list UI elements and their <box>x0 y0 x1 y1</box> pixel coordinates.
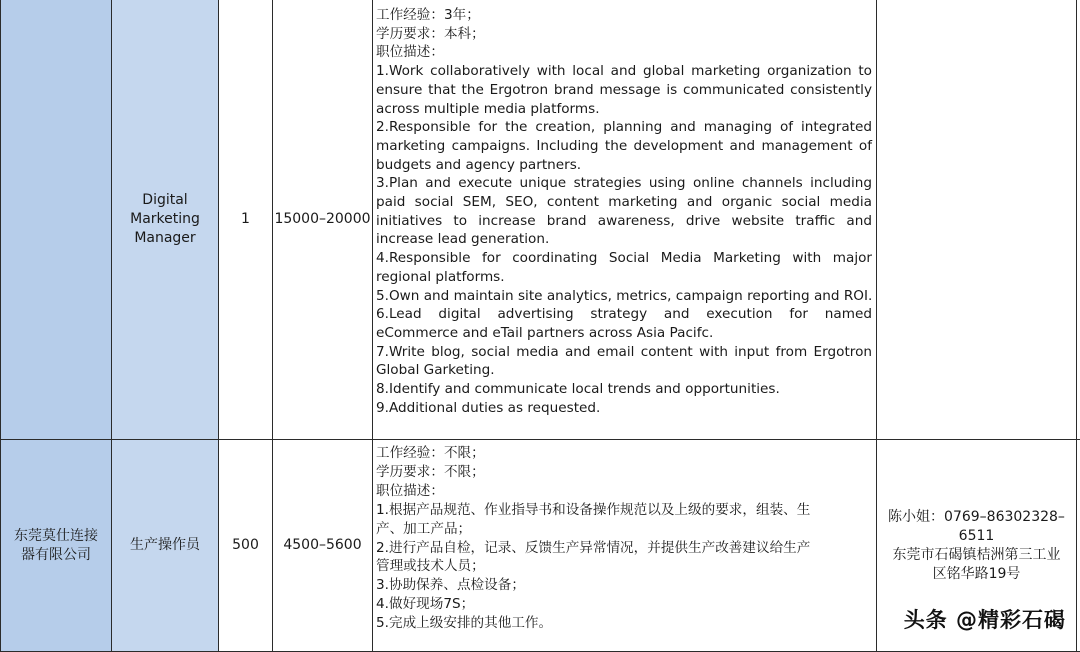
salary-value: 15000–20000 <box>274 211 371 227</box>
description-line: 工作经验：3年； <box>376 7 480 23</box>
description-line: regional platforms. <box>376 268 505 285</box>
job-title-cell-2 <box>112 440 218 651</box>
description-line: 7.Write blog, social media and email content with input from Ergotron <box>376 343 872 360</box>
salary-cell-1 <box>273 0 372 439</box>
company-cell-1 <box>1 0 111 439</box>
description-line: 管理或技术人员； <box>376 558 485 575</box>
description-line: 9.Additional duties as requested. <box>376 399 601 416</box>
description-line: 2.Responsible for the creation, planning and managing of integrated <box>376 119 872 136</box>
contact-line: 6511 <box>958 528 995 544</box>
job-title-line: Manager <box>134 230 196 246</box>
company-name-line: 器有限公司 <box>21 546 91 563</box>
description-line: increase lead generation. <box>376 231 550 248</box>
table-border <box>0 439 1080 440</box>
description-line: across multiple media platforms. <box>376 100 600 117</box>
job-title-cell-1 <box>112 0 218 439</box>
job-title-line: 生产操作员 <box>130 537 200 553</box>
description-line: paid social SEM, SEO, content marketing and organic social media <box>376 194 872 211</box>
description-line: 工作经验：不限； <box>376 445 485 461</box>
description-line: initiatives to increase brand awareness, drive website traffic and <box>376 212 872 229</box>
salary-value: 4500–5600 <box>283 537 362 553</box>
description-line: 3.协助保养、点检设备； <box>376 577 525 594</box>
headcount-value: 500 <box>232 537 259 553</box>
table-border <box>0 0 1 652</box>
description-line: 5.完成上级安排的其他工作。 <box>376 615 553 632</box>
job-title-line: Marketing <box>130 211 200 227</box>
description-cell-1 <box>373 3 876 439</box>
description-line: 4.Responsible for coordinating Social Media Marketing with major <box>376 250 872 267</box>
description-line: 学历要求：本科； <box>376 25 485 42</box>
description-line: 学历要求：不限； <box>376 463 485 480</box>
company-cell-2 <box>1 440 111 651</box>
description-line: Global Garketing. <box>376 362 495 379</box>
description-line: 8.Identify and communicate local trends and opportunities. <box>376 381 780 398</box>
description-line: marketing campaigns. Including the development and management of <box>376 137 872 154</box>
table-border <box>111 0 112 652</box>
description-line: 职位描述： <box>376 44 444 61</box>
table-border <box>272 0 273 652</box>
contact-line: 区铭华路19号 <box>932 566 1021 582</box>
job-title-line: Digital <box>142 192 188 208</box>
description-cell-2 <box>373 441 876 651</box>
description-line: 4.做好现场7S； <box>376 596 475 613</box>
description-line: 3.Plan and execute unique strategies using online channels including <box>376 175 872 192</box>
description-line: 5.Own and maintain site analytics, metrics, campaign reporting and ROI. <box>376 287 873 304</box>
description-line: 1.根据产品规范、作业指导书和设备操作规范以及上级的要求，组装、生 <box>376 501 811 518</box>
description-line: 职位描述： <box>376 482 444 499</box>
contact-line: 陈小姐：0769–86302328– <box>888 509 1065 525</box>
table-border <box>218 0 219 652</box>
table-border <box>876 0 877 652</box>
contact-cell-1 <box>877 0 1076 439</box>
description-line: eCommerce and eTail partners across Asia Pacifc. <box>376 324 714 341</box>
description-line: ensure that the Ergotron brand message is communicated consistently <box>376 81 872 98</box>
headcount-cell-1 <box>219 0 272 439</box>
description-line: 2.进行产品自检，记录、反馈生产异常情况，并提供生产改善建议给生产 <box>376 539 811 556</box>
headcount-value: 1 <box>241 211 250 227</box>
contact-line: 东莞市石碣镇桔洲第三工业 <box>892 547 1061 563</box>
description-line: 6.Lead digital advertising strategy and execution for named <box>376 306 872 323</box>
description-line: 产、加工产品； <box>376 520 472 537</box>
company-name-line: 东莞莫仕连接 <box>14 527 98 544</box>
headcount-cell-2 <box>219 440 272 651</box>
watermark-text: 头条 @精彩石碣 <box>903 608 1066 632</box>
description-line: budgets and agency partners. <box>376 156 582 173</box>
table-border <box>1076 0 1077 652</box>
salary-cell-2 <box>273 440 372 651</box>
table-border <box>372 0 373 652</box>
description-line: 1.Work collaboratively with local and global marketing organization to <box>376 63 872 80</box>
